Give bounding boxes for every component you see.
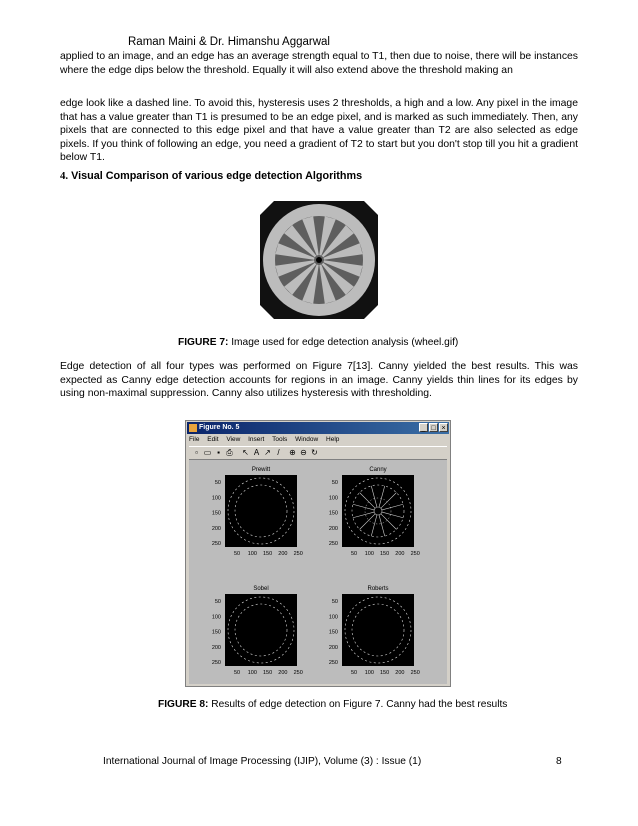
figure-7-label: FIGURE 7:: [178, 337, 229, 348]
menu-edit[interactable]: Edit: [207, 436, 219, 443]
wheel-image: [260, 201, 378, 319]
footer-journal: International Journal of Image Processing (IJIP), Volume (3) : Issue (1): [103, 756, 422, 767]
subplot-image-prewitt: [225, 475, 297, 547]
maximize-button[interactable]: □: [429, 423, 438, 432]
running-header-authors: Raman Maini & Dr. Himanshu Aggarwal: [128, 36, 330, 48]
window-title: Figure No. 5: [199, 424, 240, 431]
figure-7-caption: [178, 337, 458, 348]
text-icon[interactable]: A: [253, 448, 260, 457]
x-tick-label: 250: [410, 670, 420, 676]
y-tick-label: 100: [328, 614, 338, 621]
x-tick-label: 50: [350, 670, 358, 676]
y-tick-label: 250: [211, 660, 221, 667]
draw-icon[interactable]: /: [277, 448, 280, 457]
menu-file[interactable]: File: [189, 436, 200, 443]
subplot-title-canny: Canny: [369, 467, 387, 473]
x-tick-label: 150: [263, 670, 273, 676]
plot-area: [189, 460, 447, 684]
toolbar: [189, 446, 447, 460]
footer-page-number: 8: [556, 756, 562, 767]
subplot-title-prewitt: Prewitt: [251, 467, 271, 473]
y-tick-label: 200: [211, 644, 221, 651]
minimize-button[interactable]: _: [419, 423, 428, 432]
edge-detection-plots: [189, 460, 447, 684]
section-heading: [60, 170, 362, 182]
new-icon[interactable]: ▫: [195, 448, 198, 457]
subplot-title-roberts: Roberts: [367, 586, 389, 592]
zoom-in-icon[interactable]: ⊕: [289, 448, 296, 457]
figure-8-label: FIGURE 8:: [158, 699, 209, 710]
y-tick-label: 100: [211, 495, 221, 502]
menu-tools[interactable]: Tools: [272, 436, 288, 443]
x-tick-label: 150: [380, 670, 390, 676]
paragraph-1: applied to an image, and an edge has an average strength equal to T1, then due to noise, there will be instances where the edge dips below the threshold. Equally it will also extend above the threshold making an: [60, 51, 578, 76]
matlab-icon: [189, 424, 197, 432]
x-tick-label: 100: [247, 551, 257, 557]
close-button[interactable]: ×: [439, 423, 448, 432]
y-tick-label: 50: [214, 480, 221, 486]
x-tick-label: 250: [293, 551, 303, 557]
y-tick-label: 250: [328, 541, 338, 548]
figure-8-caption-text: Results of edge detection on Figure 7. Canny had the best results: [208, 699, 508, 710]
menu-view[interactable]: View: [226, 436, 241, 443]
x-tick-label: 250: [293, 670, 303, 676]
x-tick-label: 200: [278, 670, 288, 676]
y-tick-label: 200: [328, 525, 338, 532]
open-icon[interactable]: ▭: [203, 448, 212, 457]
x-tick-label: 50: [233, 670, 241, 676]
y-tick-label: 150: [328, 510, 338, 517]
y-tick-label: 50: [331, 480, 338, 486]
section-title: Visual Comparison of various edge detection Algorithms: [71, 170, 363, 182]
print-icon[interactable]: ⎙: [226, 448, 233, 457]
x-tick-label: 150: [263, 551, 273, 557]
save-icon[interactable]: ▪: [217, 448, 220, 457]
figure-8-caption: [158, 699, 507, 710]
subplot-title-sobel: Sobel: [253, 586, 269, 592]
menu-insert[interactable]: Insert: [248, 436, 265, 443]
x-tick-label: 200: [395, 670, 405, 676]
paragraph-3: Edge detection of all four types was performed on Figure 7[13]. Canny yielded the best results. This was expected as Canny edge detection accounts for regions in an image. Canny yields thin lines for its edges by using non-maximal suppression. Canny also utilizes hysteresis with thresholding.: [60, 361, 578, 400]
zoom-out-icon[interactable]: ⊖: [300, 448, 307, 457]
menu-help[interactable]: Help: [326, 436, 340, 443]
y-tick-label: 250: [328, 660, 338, 667]
x-tick-label: 200: [395, 551, 405, 557]
y-tick-label: 50: [331, 599, 338, 605]
y-tick-label: 150: [211, 629, 221, 636]
figure-window: [185, 420, 451, 687]
window-titlebar[interactable]: [187, 422, 449, 434]
rotate-icon[interactable]: ↻: [311, 448, 318, 457]
subplot-image-roberts: [342, 594, 414, 666]
y-tick-label: 50: [214, 599, 221, 605]
y-tick-label: 200: [328, 644, 338, 651]
line-icon[interactable]: ↗: [264, 448, 271, 457]
section-number: 4.: [60, 170, 69, 182]
x-tick-label: 50: [233, 551, 241, 557]
y-tick-label: 150: [328, 629, 338, 636]
x-tick-label: 150: [380, 551, 390, 557]
subplot-image-sobel: [225, 594, 297, 666]
subplot-image-canny: [342, 475, 414, 547]
x-tick-label: 250: [410, 551, 420, 557]
paragraph-2: edge look like a dashed line. To avoid this, hysteresis uses 2 thresholds, a high and a low. Any pixel in the image that has a value greater than T1 is presumed to be an edge pixel, and is marked as such immediately. Then, any pixels that are connected to this edge pixel and that have a value greater than T2 are also selected as edge pixels. If you think of following an edge, you need a gradient of T2 to start but you don't stop till you hit a gradient below T1.: [60, 98, 578, 164]
x-tick-label: 200: [278, 551, 288, 557]
y-tick-label: 250: [211, 541, 221, 548]
y-tick-label: 200: [211, 525, 221, 532]
menu-bar: [189, 435, 345, 445]
y-tick-label: 100: [328, 495, 338, 502]
x-tick-label: 100: [247, 670, 257, 676]
y-tick-label: 100: [211, 614, 221, 621]
figure-7-caption-text: Image used for edge detection analysis (wheel.gif): [228, 337, 459, 348]
y-tick-label: 150: [211, 510, 221, 517]
x-tick-label: 100: [364, 670, 374, 676]
x-tick-label: 50: [350, 551, 358, 557]
menu-window[interactable]: Window: [295, 436, 319, 443]
x-tick-label: 100: [364, 551, 374, 557]
arrow-icon[interactable]: ↖: [242, 448, 249, 457]
